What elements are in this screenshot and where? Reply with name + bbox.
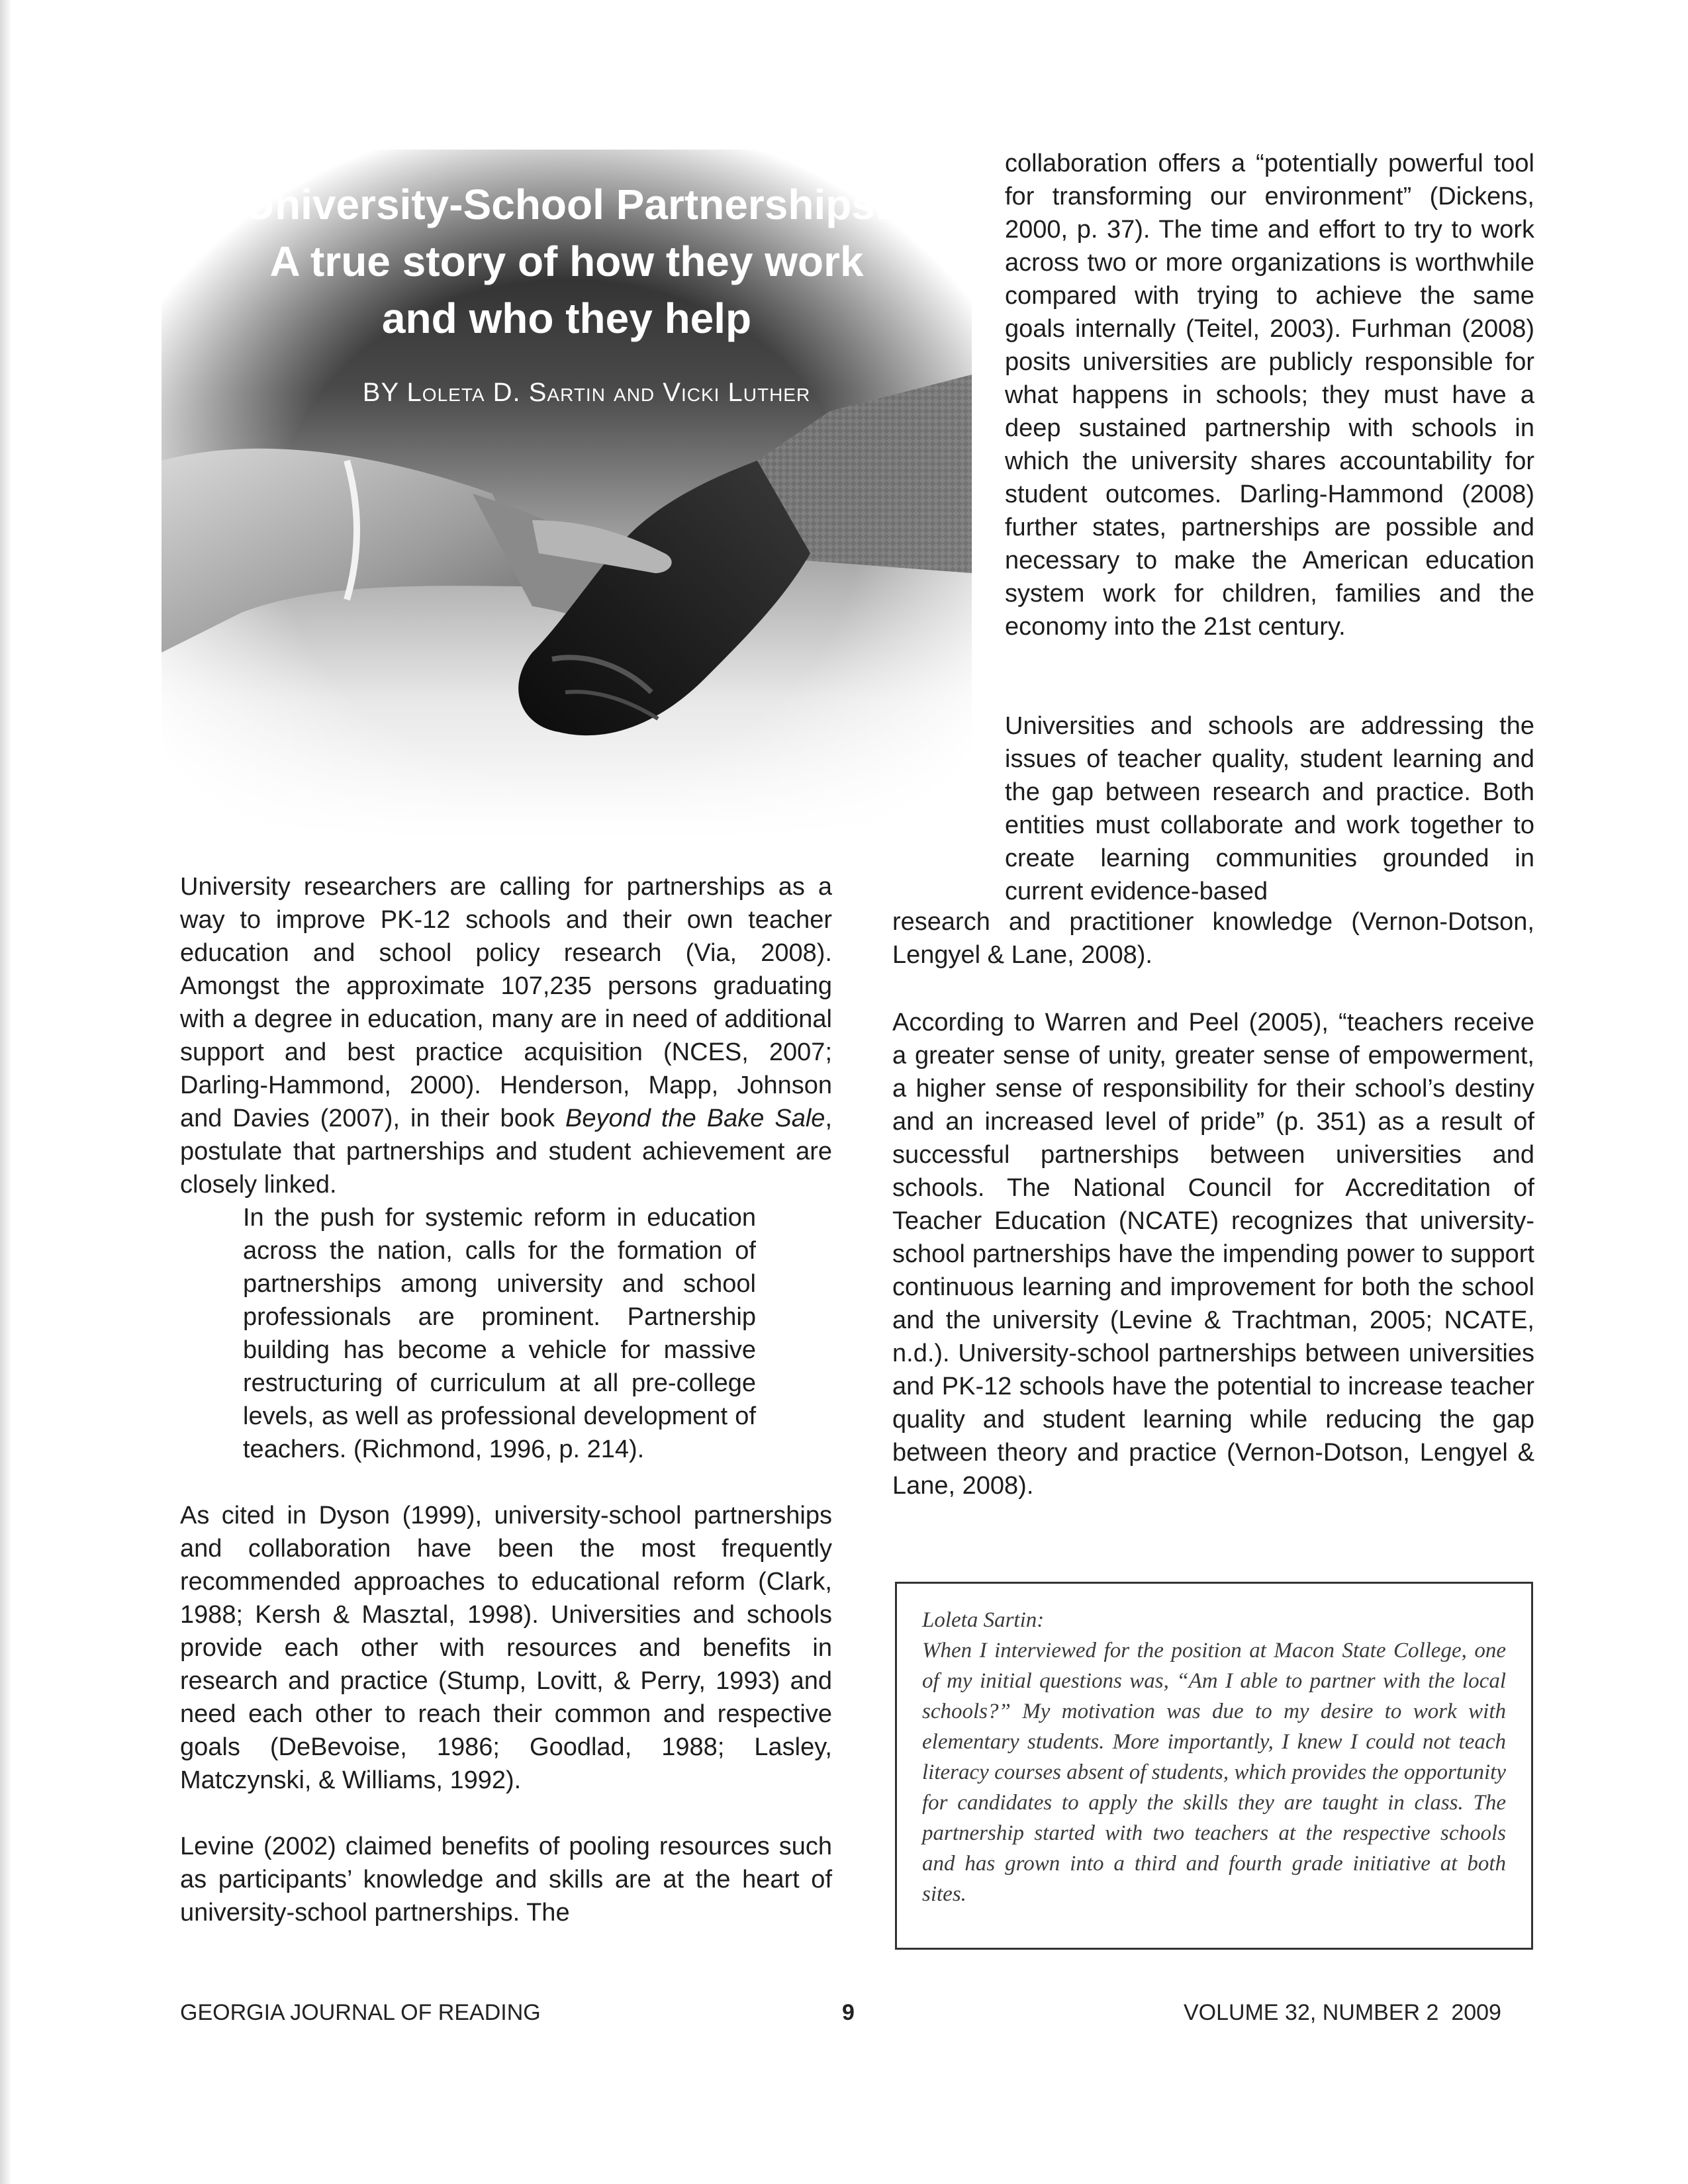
right-column-paragraph-2-start [1005,709,1534,908]
footer-volume: VOLUME 32, NUMBER 2 2009 [1184,2000,1501,2025]
article-title [162,176,972,347]
article-hero [162,150,972,838]
text-run: , postulate that partnerships and student achievement are closely linked. [180,1105,832,1199]
paragraph: As cited in Dyson (1999), university-school partnerships and collaboration have been the most frequently recommended approaches to educational reform (Clark, 1988; Kersh & Masztal, 1998). Universities and schools provide each other with resources and benefits in research and practice (Stump, Lovitt, & Perry, 1993) and need each other to reach their common and respective goals (DeBevoise, 1986; Goodlad, 1988; Lasley, Matczynski, & Williams, 1992). [180,1502,832,1794]
paragraph: Levine (2002) claimed benefits of pooling resources such as participants’ knowledge and skills are at the heart of university-school partnerships. The [180,1833,832,1927]
left-column [180,870,832,1929]
right-column-paragraph-2-end [892,905,1534,972]
paragraph [180,870,832,1201]
spacer [180,1797,832,1830]
footer-journal-name: GEORGIA JOURNAL OF READING [180,2000,541,2025]
author-sidebar-box [895,1582,1533,1950]
byline-prefix: BY [362,378,407,407]
text-run: University researchers are calling for partnerships as a way to improve PK-12 schools and their own teacher education and school policy research (Via, 2008). Amongst the approximate 107,235 persons graduating with a degree in education, many are in need of additional support and best practice acquisition (NCES, 2007; Darling-Hammond, 2000). Henderson, Mapp, Johnson and Davies (2007), in their book [180,873,832,1132]
right-column-paragraph-3 [892,1006,1534,1502]
footer-page-number: 9 [842,2000,855,2025]
book-title: Beyond the Bake Sale [565,1105,825,1132]
paragraph: According to Warren and Peel (2005), “teachers receive a greater sense of unity, greater sense of empowerment, a higher sense of responsibility for their school’s destiny and an increased level of pride” (p. 351) as a result of successful partnerships between universities and schools. The National Council for Accreditation of Teacher Education (NCATE) recognizes that university-school partnerships have the impending power to support continuous learning and improvement for both the school and the university (Levine & Trachtman, 2005; NCATE, n.d.). University-school partnerships between universities and PK-12 schools have the potential to increase teacher quality and student learning while reducing the gap between theory and practice (Vernon-Dotson, Lengyel & Lane, 2008). [892,1009,1534,1500]
paragraph: collaboration offers a “potentially powerful tool for transforming our environment” (Dickens, 2000, p. 37). The time and effort to try to work across two or more organizations is worthwhile compared with trying to achieve the same goals internally (Teitel, 2003). Furhman (2008) posits universities are publicly responsible for what happens in schools; they must have a deep sustained partnership with schools in which the university shares accountability for student outcomes. Darling-Hammond (2008) further states, partnerships are possible and necessary to make the American education system work for children, families and the economy into the 21st century. [1005,150,1534,641]
block-quote: In the push for systemic reform in education across the nation, calls for the formation of partnerships among university and school professionals are prominent. Partnership building has become a vehicle for massive restructuring of curriculum at all pre-college levels, as well as professional development of teachers. (Richmond, 1996, p. 214). [243,1204,756,1463]
title-line-1: University-School Partnerships: [244,181,890,228]
paragraph: research and practitioner knowledge (Vernon-Dotson, Lengyel & Lane, 2008). [892,908,1534,969]
right-column-paragraph-1 [1005,147,1534,643]
page-edge-shadow [0,0,12,2184]
byline-authors: Loleta D. Sartin and Vicki Luther [406,378,811,407]
title-line-2: A true story of how they work [269,238,864,285]
sidebar-body: When I interviewed for the position at Macon State College, one of my initial questions was, “Am I able to partner with the local schools?” My motivation was due to my desire to work with elementary students. More importantly, I knew I could not teach literacy courses absent of students, which provides the opportunity for candidates to apply the skills they are taught in class. The partnership started with two teachers at the respective schools and has grown into a third and fourth grade initiative at both sites. [922,1639,1506,1906]
sidebar-heading: Loleta Sartin: [922,1608,1045,1632]
spacer [180,1466,832,1499]
title-line-3: and who they help [381,295,752,342]
paragraph: Universities and schools are addressing the issues of teacher quality, student learning and the gap between research and practice. Both entities must collaborate and work together to create learning communities grounded in current evidence-based [1005,712,1534,905]
byline [162,378,972,408]
